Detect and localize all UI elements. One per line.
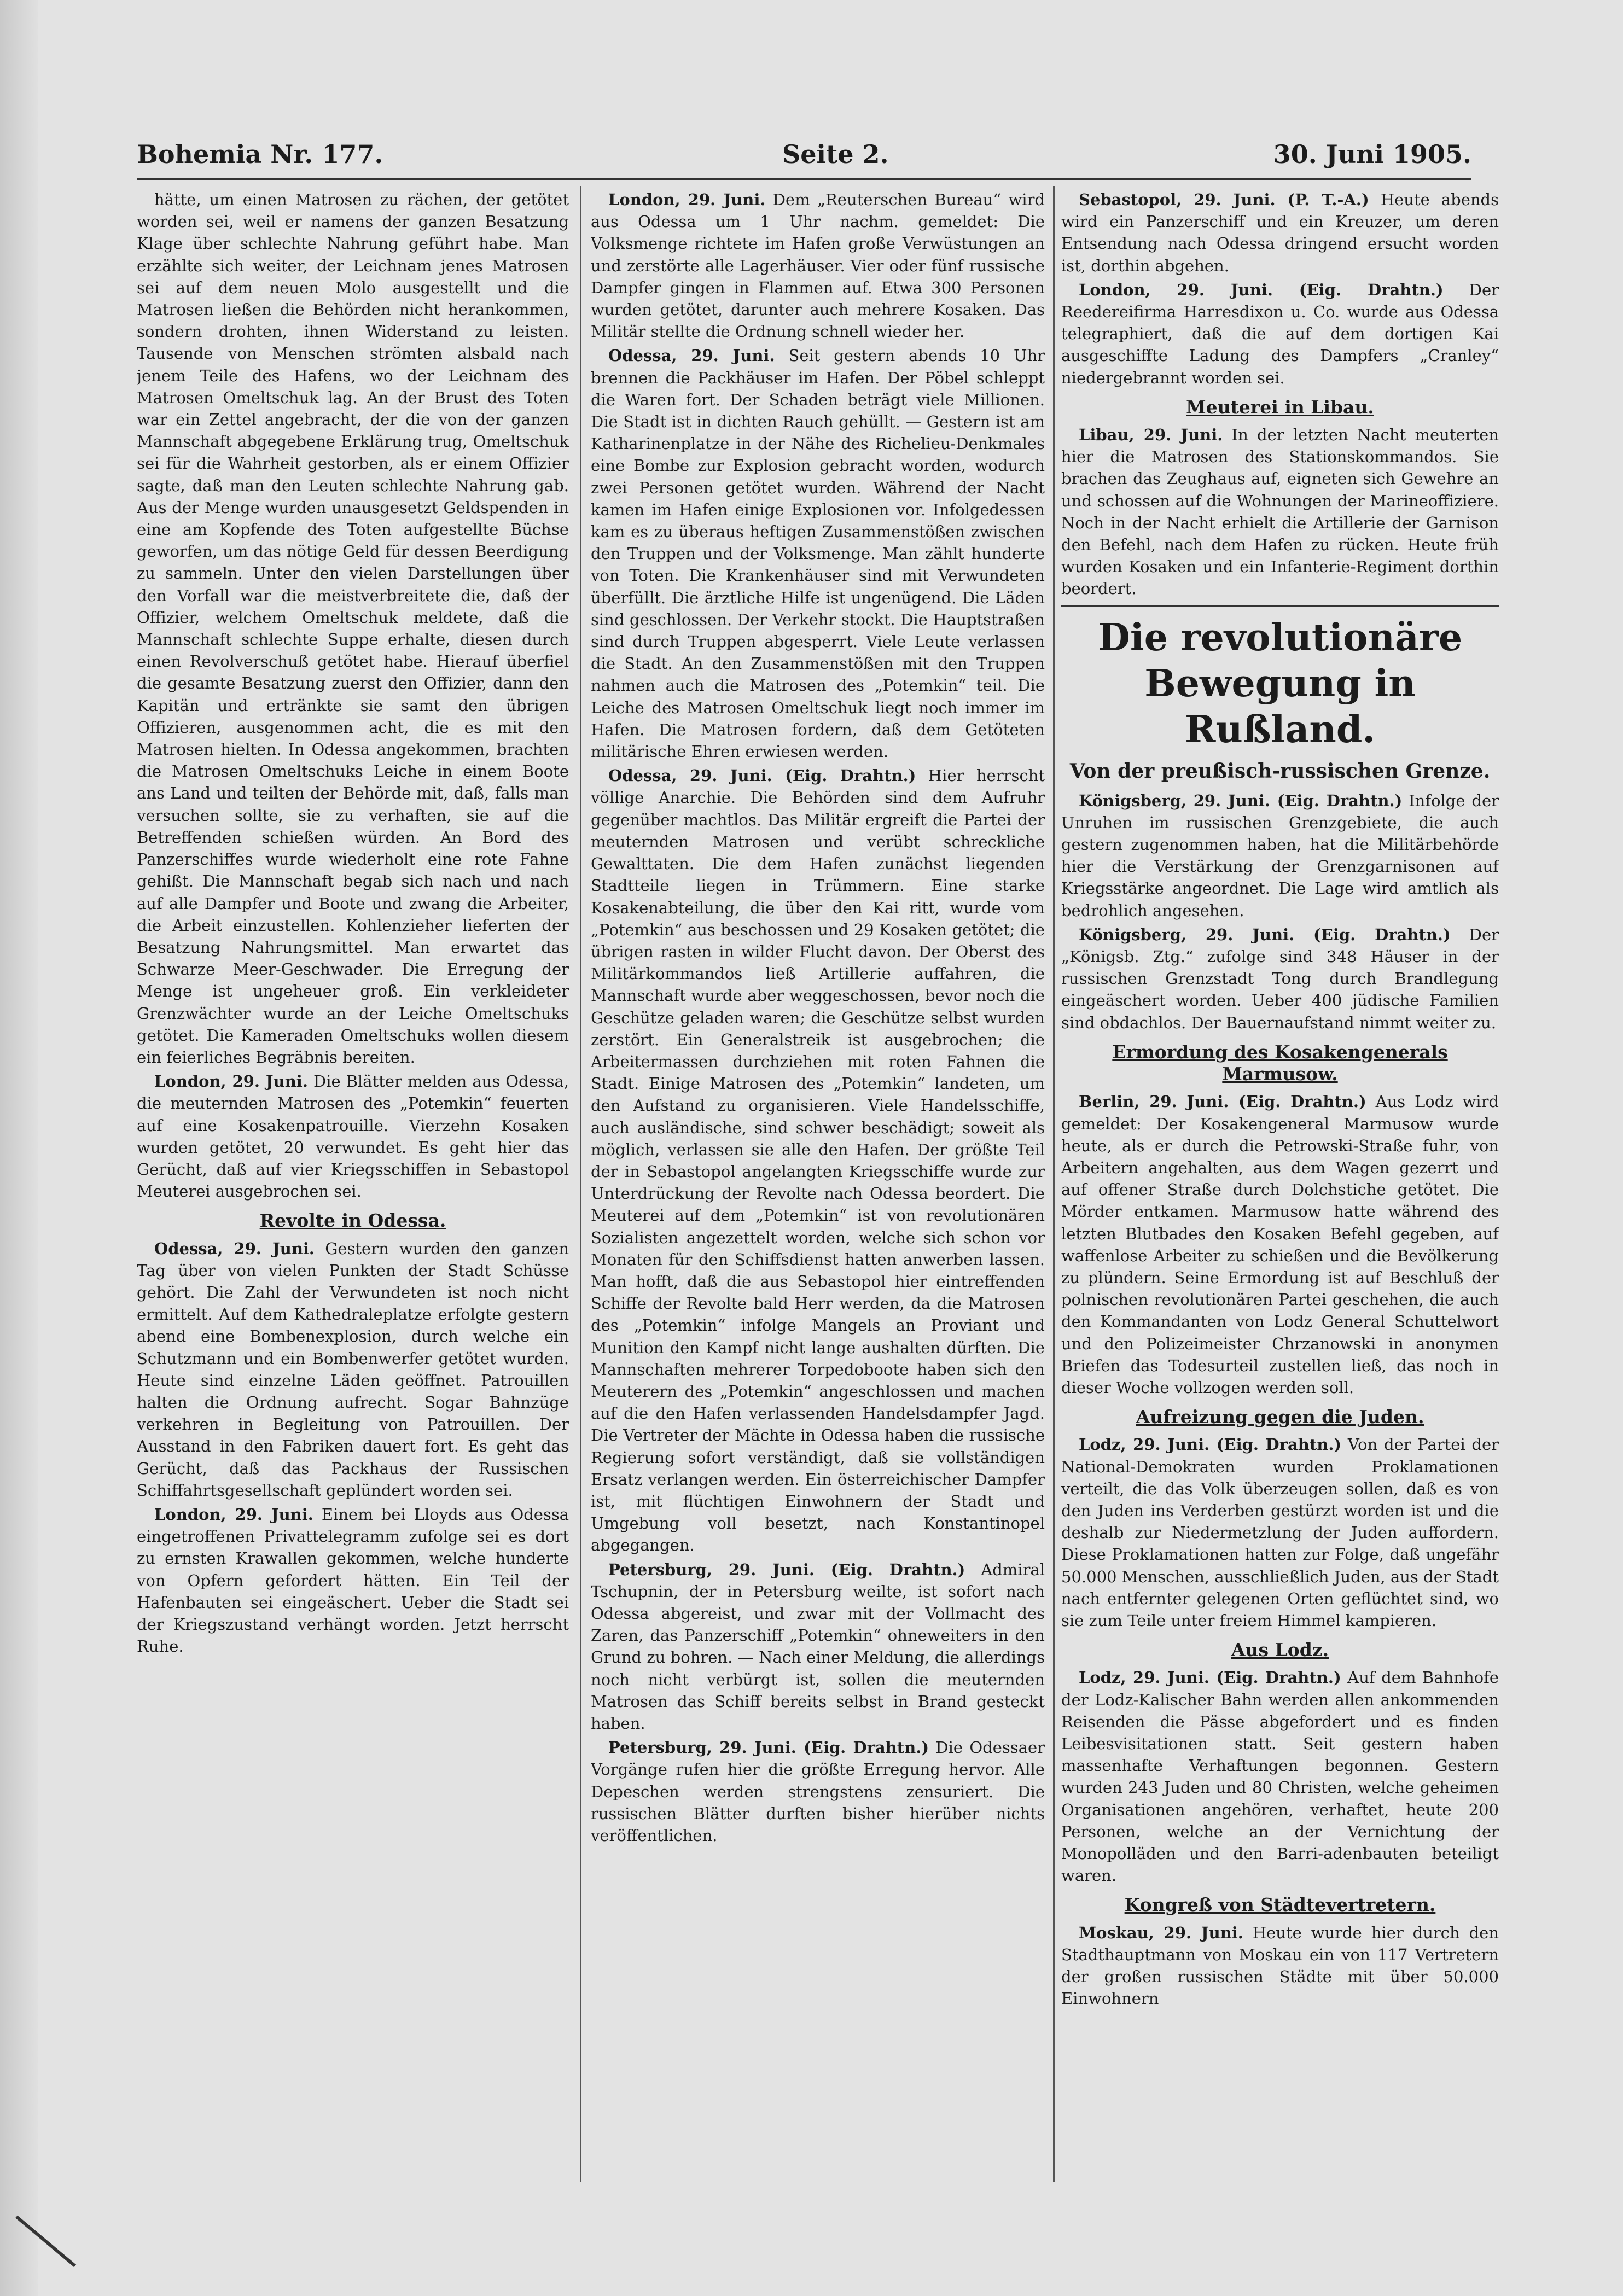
dateline: Odessa, 29. Juni. [154,1239,315,1258]
article-paragraph [1061,790,1499,922]
paragraph-text: Heute abends wird ein Panzerschiff und ein Kreuzer, um deren Entsendung nach Odessa dringend ersucht worden ist, dorthin abgehen. [1061,190,1499,275]
column-divider [580,186,581,2182]
paragraph-text: Heute wurde hier durch den Stadthauptmann von Moskau ein von 117 Vertretern der großen russischen Städte mit über 50.000 Einwohnern [1061,1923,1499,2008]
dateline: Odessa, 29. Juni. [608,346,775,365]
dateline: London, 29. Juni. (Eig. Drahtn.) [1079,280,1444,299]
section-divider [1061,605,1499,607]
section-heading: Meuterei in Libau. [1186,396,1374,418]
dateline: London, 29. Juni. [608,190,766,209]
paragraph-text: Dem „Reuterschen Bureau“ wird aus Odessa um 1 Uhr nachm. gemeldet: Die Volksmenge richtete im Hafen große Verwüstungen an und zerstörte alle Lagerhäuser. Vier oder fünf russische Dampfer gingen in Flammen auf. Etwa 300 Personen wurden getötet, darunter auch mehrere Kosaken. Das Militär stellte die Ordnung schnell wieder her. [591,190,1045,341]
dateline: Odessa, 29. Juni. (Eig. Drahtn.) [608,766,916,785]
dateline: Königsberg, 29. Juni. (Eig. Drahtn.) [1079,925,1451,944]
dateline: Berlin, 29. Juni. (Eig. Drahtn.) [1079,1092,1366,1111]
masthead-rule [137,178,1471,180]
paragraph-text: Der „Königsb. Ztg.“ zufolge sind 348 Häuser in der russischen Grenzstadt Tong durch Brandlegung eingeäschert worden. Ueber 400 jüdische Familien sind obdachlos. Der Bauernaufstand nimmt weiter zu. [1061,925,1499,1032]
section-heading: Ermordung des Kosakengenerals Marmusow. [1112,1041,1448,1085]
dateline: Sebastopol, 29. Juni. (P. T.-A.) [1079,190,1369,209]
paragraph-text: In der letzten Nacht meuterten hier die Matrosen des Stationskommandos. Sie brachen das Zeughaus auf, eigneten sich Gewehre an und schossen auf die Wohnungen der Marineoffiziere. Noch in der Nacht erhielt die Artillerie der Garnison den Befehl, nach dem Hafen zu rücken. Heute früh wurden Kosaken und ein Infanterie-Regiment dorthin beordert. [1061,426,1499,598]
article-paragraph [1061,189,1499,277]
dateline: Moskau, 29. Juni. [1079,1923,1243,1942]
paragraph-text: Auf dem Bahnhofe der Lodz-Kalischer Bahn werden allen ankommenden Reisenden die Pässe abgefordert und es finden Leibesvisitationen statt. Seit gestern haben massenhafte Verhaftungen begonnen. Gestern wurden 243 Juden und 80 Christen, welche geheimen Organisationen angehören, verhaftet, heute 200 Personen, welche an der Vernichtung der Monopolläden und den Barri-adenbauten beteiligt waren. [1061,1668,1499,1885]
article-paragraph [591,189,1045,342]
article-paragraph [1061,424,1499,600]
column-1 [137,189,569,2180]
paragraph-text: Hier herrscht völlige Anarchie. Die Behörden sind dem Aufruhr gegenüber machtlos. Das Militär ergreift die Partei der meuternden Matrosen und verübt schreckliche Gewalttaten. Die dem Hafen zunächst liegenden Stadtteile liegen in Trümmern. Eine starke Kosakenabteilung, die über den Kai ritt, wurde vom „Potemkin“ aus beschossen und 29 Kosaken getötet; die übrigen rasten in wilder Flucht davon. Der Oberst des Militärkommandos ließ Artillerie auffahren, die Mannschaft wurde aber weggeschossen, bevor noch die Geschütze geladen waren; die Geschütze selbst wurden zerstört. Ein Generalstreik ist ausgebrochen; die Arbeitermassen durchziehen mit roten Fahnen die Stadt. Einige Matrosen des „Potemkin“ landeten, um den Aufstand zu organisieren. Viele Handelsschiffe, auch ausländische, sind schwer beschädigt; soweit als möglich, verlassen sie alle den Hafen. Der größte Teil der in Sebastopol angelangten Kriegsschiffe wurde zur Unterdrückung der Revolte nach Odessa beordert. Die Meuterei auf dem „Potemkin“ ist von revolutionären Sozialisten angezettelt worden, welche sich schon vor Monaten für den Schiffsdienst hatten anwerben lassen. Man hofft, daß die aus Sebastopol hier eintreffenden Schiffe der Revolte bald Herr werden, da die Matrosen des „Potemkin“ infolge Mangels an Proviant und Munition den Kampf nicht lange aushalten dürften. Die Mannschaften mehrerer Torpedoboote haben sich den Meuterern des „Potemkin“ angeschlossen und machen auf die den Hafen verlassenden Handelsdampfer Jagd. Die Vertreter der Mächte in Odessa haben die russische Regierung sofort verständigt, daß sie vollständigen Ersatz verlangen werden. Ein österreichischer Dampfer ist, mit flüchtigen Einwohnern der Stadt und Umgebung voll besetzt, nach Konstantinopel abgegangen. [591,766,1045,1555]
paragraph-text: Infolge der Unruhen im russischen Grenzgebiete, die auch gestern zugenommen haben, hat die Militärbehörde hier die Verstärkung der Grenzgarnisonen auf Kriegsstärke angeordnet. Die Lage wird amtlich als bedrohlich angesehen. [1061,791,1499,920]
page-number: Seite 2. [782,139,889,169]
section-heading: Revolte in Odessa. [259,1210,446,1232]
article-paragraph [137,1504,569,1657]
paragraph-text: Der Reedereifirma Harresdixon u. Co. wurde aus Odessa telegraphiert, daß die auf dem dortigen Kai ausgeschiffte Ladung des Dampfers „Cranley“ niedergebrannt worden sei. [1061,280,1499,387]
page-binding-edge [0,0,38,2296]
article-paragraph [1061,1091,1499,1398]
article-paragraph [591,345,1045,762]
paragraph-text: Aus Lodz wird gemeldet: Der Kosakengeneral Marmusow wurde heute, als er durch die Petrowski-Straße fuhr, von Arbeitern angehalten, aus dem Wagen gezerrt und auf offener Straße durch Dolchstiche getötet. Die Mörder entkamen. Marmusow hatte während des letzten Blutbades den Kosaken Befehl gegeben, auf waffenlose Arbeiter zu schießen und die Bevölkerung zu plündern. Seine Ermordung ist auf Beschluß der polnischen revolutionären Partei geschehen, die auch den Kommandanten von Lodz General Schuttelwort und den Polizeimeister Chrzanowski in anonymen Briefen das Todesurteil zustellen ließ, das noch in dieser Woche vollzogen werden soll. [1061,1092,1499,1397]
dateline: Lodz, 29. Juni. (Eig. Drahtn.) [1079,1668,1341,1687]
dateline: Königsberg, 29. Juni. (Eig. Drahtn.) [1079,791,1403,810]
dateline: Petersburg, 29. Juni. (Eig. Drahtn.) [608,1560,965,1579]
section-heading: Aus Lodz. [1231,1639,1329,1661]
paragraph-text: Gestern wurden den ganzen Tag über von vielen Punkten der Stadt Schüsse gehört. Die Zahl der Verwundeten ist noch nicht ermittelt. Auf dem Kathedraleplatze erfolgte gestern abend eine Bombenexplosion, durch welche ein Schutzmann und ein Bombenwerfer getötet wurden. Heute sind einzelne Läden geöffnet. Patrouillen halten die Ordnung aufrecht. Sogar Bahnzüge verkehren in Begleitung von Patrouillen. Der Ausstand in den Fabriken dauert fort. Es geht das Gerücht, daß das Packhaus der Russischen Schiffahrtsgesellschaft geplündert worden sei. [137,1239,569,1500]
article-paragraph [591,765,1045,1556]
paragraph-text: Einem bei Lloyds aus Odessa eingetroffenen Privattelegramm zufolge sei es dort zu ernsten Krawallen gekommen, welche hunderte von Opfern gefordert hätten. Ein Teil der Hafenbauten sei eingeäschert. Ueber die Stadt sei der Kriegszustand verhängt worden. Jetzt herrscht Ruhe. [137,1505,569,1656]
section-heading: Kongreß von Städtevertretern. [1124,1894,1436,1916]
column-2 [591,189,1045,2180]
issue-number: Bohemia Nr. 177. [137,139,383,169]
dateline: Petersburg, 29. Juni. (Eig. Drahtn.) [608,1738,929,1757]
article-paragraph [1061,279,1499,389]
section-heading: Aufreizung gegen die Juden. [1136,1406,1424,1428]
paragraph-text: Die Odessaer Vorgänge rufen hier die größte Erregung hervor. Alle Depeschen werden strengstens zensuriert. Die russischen Blätter durften bisher hierüber nichts veröffentlichen. [591,1738,1045,1845]
article-paragraph [1061,1433,1499,1631]
paragraph-text: Seit gestern abends 10 Uhr brennen die Packhäuser im Hafen. Der Pöbel schleppt die Waren fort. Der Schaden beträgt viele Millionen. Die Stadt ist in dichten Rauch gehüllt. — Gestern ist am Katharinenplatze in der Nähe des Richelieu-Denkmales eine Bombe zur Explosion gebracht worden, wodurch zwei Personen getötet wurden. Während der Nacht kamen im Hafen einige Explosionen vor. Infolgedessen kam es zu überaus heftigen Zusammenstößen zwischen den Truppen und der Volksmenge. Man zählt hunderte von Toten. Die Krankenhäuser sind mit Verwundeten überfüllt. Die ärztliche Hilfe ist ungenügend. Die Läden sind geschlossen. Der Verkehr stockt. Die Hauptstraßen sind durch Truppen abgesperrt. Viele Leute verlassen die Stadt. An den Zusammenstößen mit den Truppen nahmen auch die Matrosen des „Potemkin“ teil. Die Leiche des Matrosen Omeltschuk liegt noch immer im Hafen. Die Matrosen fordern, daß dem Getöteten militärische Ehren erwiesen werden. [591,346,1045,761]
feature-subheadline: Von der preußisch-russischen Grenze. [1069,759,1491,783]
article-paragraph [591,1559,1045,1735]
dateline: Libau, 29. Juni. [1079,426,1223,445]
feature-headline: Die revolutionäre Bewegung in Rußland. [1097,615,1463,751]
paragraph-text: Admiral Tschupnin, der in Petersburg weilte, ist sofort nach Odessa abgereist, und zwar mit der Vollmacht des Zaren, das Panzerschiff „Potemkin“ ohneweiters in den Grund zu bohren. — Nach einer Meldung, die allerdings noch nicht verbürgt ist, sollen die meuternden Matrosen das Schiff bereits selbst in Brand gesteckt haben. [591,1560,1045,1733]
paragraph-text: Von der Partei der National-Demokraten wurden Proklamationen verteilt, die das Volk überzeugen sollen, daß es von den Juden ins Verderben gestürzt worden ist und die deshalb zur Niedermetzlung der Juden auffordern. Diese Proklamationen hatten zur Folge, daß ungefähr 50.000 Menschen, ausschließlich Juden, aus der Stadt nach entfernter gelegenen Orten geflüchtet sind, wo sie zum Teile unter freiem Himmel kampieren. [1061,1435,1499,1630]
issue-date: 30. Juni 1905. [1273,139,1471,169]
paragraph-text: Die Blätter melden aus Odessa, die meuternden Matrosen des „Potemkin“ feuerten auf eine Kosakenpatrouille. Vierzehn Kosaken wurden getötet, 20 verwundet. Es geht hier das Gerücht, daß auf vier Kriegsschiffen in Sebastopol Meuterei ausgebrochen sei. [137,1072,569,1201]
article-paragraph [591,1736,1045,1846]
article-paragraph [1061,1922,1499,2010]
dateline: London, 29. Juni. [154,1505,313,1524]
article-paragraph: hätte, um einen Matrosen zu rächen, der getötet worden sei, weil er namens der ganzen Besatzung Klage über schlechte Nahrung geführt habe. Man erzählte sich weiter, der Leichnam jenes Matrosen sei auf dem neuen Molo ausgestellt und die Matrosen ließen die Behörden nicht herankommen, sondern drohten, ihnen Widerstand zu leisten. Tausende von Menschen strömten alsbald nach jenem Teile des Hafens, wo der Leichnam des Matrosen Omeltschuk lag. An der Brust des Toten war ein Zettel angebracht, der die von der ganzen Mannschaft abgegebene Erklärung trug, Omeltschuk sei für die Wahrheit gestorben, als er einem Offizier sagte, daß man den Leuten schlechte Nahrung gab. Aus der Menge wurden unausgesetzt Geldspenden in eine am Kopfende des Toten aufgestellte Büchse geworfen, um das nötige Geld für dessen Beerdigung zu sammeln. Unter den vielen Darstellungen über den Vorfall war die meistverbreitete die, daß der Offizier, welchem Omeltschuk meldete, daß die Mannschaft schlechte Suppe erhalte, diesen durch einen Revolverschuß getötet habe. Hierauf überfiel die gesamte Besatzung zuerst den Offizier, dann den Kapitän und ertränkte sie samt den übrigen Offizieren, ausgenommen acht, die es mit den Matrosen hielten. In Odessa angekommen, brachten die Matrosen Omeltschuks Leiche in einem Boote ans Land und teilten der Behörde mit, daß, falls man versuchen sollte, sie zu verhaften, sie auf die Betreffenden schießen würden. An Bord des Panzerschiffes wurde wiederholt eine rote Fahne gehißt. Die Mannschaft begab sich nach und nach auf alle Dampfer und Boote und zwang die Arbeiter, die Arbeit einzustellen. Kohlenzieher lieferten der Besatzung Nahrungsmittel. Man erwartet das Schwarze Meer-Geschwader. Die Erregung der Menge ist ungeheuer groß. Ein verkleideter Grenzwächter wurde an der Leiche Omeltschuks getötet. Die Kameraden Omeltschuks wollen diesem ein feierliches Begräbnis bereiten. [137,190,569,1067]
dateline: Lodz, 29. Juni. (Eig. Drahtn.) [1079,1435,1342,1454]
article-paragraph [1061,1666,1499,1886]
masthead [137,139,1471,178]
article-paragraph [137,1238,569,1501]
dateline: London, 29. Juni. [154,1072,308,1091]
column-3 [1061,189,1499,2201]
article-paragraph [137,1070,569,1202]
article-paragraph [1061,924,1499,1034]
column-divider [1053,186,1055,2182]
